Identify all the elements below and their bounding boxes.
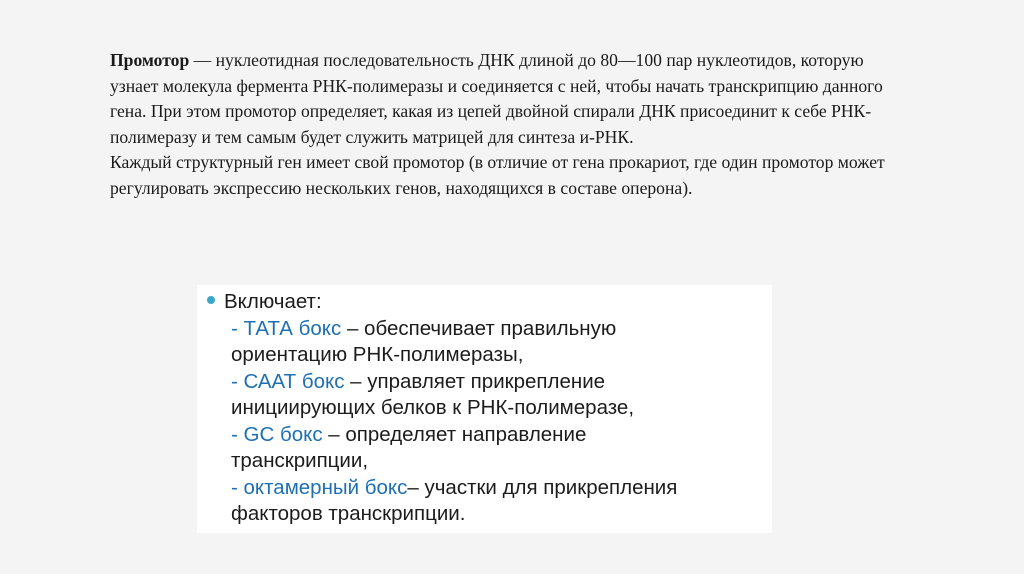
item-text-line2: ориентацию РНК-полимеразы, (231, 343, 524, 366)
list-item-gc (207, 422, 762, 475)
item-text-line2: инициирующих белков к РНК-полимеразе, (231, 396, 635, 419)
intro-text (110, 48, 890, 201)
list-heading-row (207, 289, 762, 316)
item-prefix: - (231, 422, 244, 446)
item-name: СААТ бокс (243, 369, 345, 393)
intro-term: Промотор (110, 50, 190, 70)
item-text-line1: – управляет прикрепление (344, 369, 606, 393)
item-name: октамерный бокс (243, 475, 408, 499)
item-text-line2: факторов транскрипции. (231, 502, 466, 525)
item-text-line2: транскрипции, (231, 449, 369, 472)
list-heading: Включает: (224, 290, 322, 313)
item-name: ТАТА бокс (243, 316, 342, 340)
item-text-line1: – определяет направление (322, 422, 587, 446)
item-prefix: - (231, 316, 244, 340)
promoter-elements-box (197, 285, 772, 533)
intro-paragraph-2: Каждый структурный ген имеет свой промотор (в отличие от гена прокариот, где один промотор может регулировать экспрессию нескольких генов, находящихся в составе оперона). (110, 152, 885, 198)
list-item-caat (207, 369, 762, 422)
item-name: GC бокс (243, 422, 323, 446)
item-text-line1: – обеспечивает правильную (341, 316, 617, 340)
item-prefix: - (231, 475, 244, 499)
intro-definition: — нуклеотидная последовательность ДНК длиной до 80—100 пар нуклеотидов, которую узнает молекула фермента РНК-полимеразы и соединяется с ней, чтобы начать транскрипцию данного гена. При этом промотор определяет, какая из цепей двойной спирали ДНК присоединит к себе РНК-полимеразу и тем самым будет служить матрицей для синтеза и-РНК. (110, 50, 883, 147)
intro-paragraph-1 (110, 48, 890, 150)
list-item-tata (207, 316, 762, 369)
list-item-octamer (207, 475, 762, 528)
item-text-line1: – участки для прикрепления (407, 475, 678, 499)
item-prefix: - (231, 369, 244, 393)
bullet-icon (207, 296, 215, 304)
